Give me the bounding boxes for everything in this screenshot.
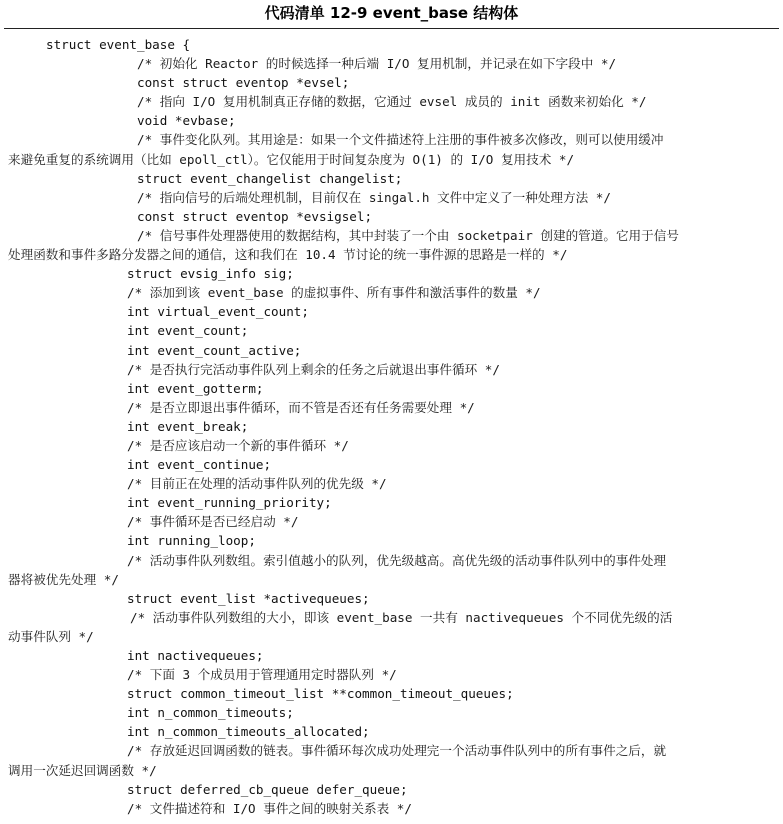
- code-line: int event_break;: [127, 418, 249, 434]
- code-line: int nactivequeues;: [127, 648, 264, 663]
- code-listing: [0, 29, 783, 818]
- code-line: struct evsig_info sig;: [127, 266, 294, 282]
- code-line: const struct eventop *evsel;: [137, 75, 350, 91]
- code-line: int n_common_timeouts;: [127, 705, 294, 721]
- code-comment: /* 目前正在处理的活动事件队列的优先级 */: [127, 476, 387, 492]
- code-line: int running_loop;: [127, 533, 256, 549]
- code-line: struct deferred_cb_queue defer_queue;: [127, 781, 408, 797]
- code-comment: /* 下面 3 个成员用于管理通用定时器队列 */: [127, 667, 397, 683]
- code-comment: /* 活动事件队列数组的大小，即该 event_base 一共有 nactivequeues 个不同优先级的活: [130, 609, 673, 625]
- code-comment: /* 指向 I/O 复用机制真正存储的数据，它通过 evsel 成员的 init 函数来初始化 */: [137, 94, 647, 110]
- code-line: const struct eventop *evsigsel;: [137, 208, 373, 224]
- code-comment: /* 是否应该启动一个新的事件循环 */: [127, 437, 349, 453]
- code-line: int event_count;: [127, 323, 249, 339]
- code-line: int virtual_event_count;: [127, 304, 309, 320]
- code-comment: /* 是否执行完活动事件队列上剩余的任务之后就退出事件循环 */: [127, 361, 500, 377]
- code-comment: /* 初始化 Reactor 的时候选择一种后端 I/O 复用机制，并记录在如下字段中 */: [137, 56, 617, 72]
- code-line: struct event_list *activequeues;: [127, 590, 370, 606]
- code-line: int event_continue;: [127, 457, 272, 473]
- code-line: int event_gotterm;: [127, 380, 264, 396]
- code-comment-continuation: 器将被优先处理 */: [8, 571, 119, 587]
- code-comment-continuation: 动事件队列 */: [8, 628, 94, 644]
- code-comment-continuation: 调用一次延迟回调函数 */: [8, 762, 157, 778]
- code-comment: /* 文件描述符和 I/O 事件之间的映射关系表 */: [127, 800, 412, 816]
- code-line: int event_count_active;: [127, 342, 302, 358]
- code-line: struct common_timeout_list **common_timeout_queues;: [127, 686, 514, 702]
- code-line: struct event_changelist changelist;: [137, 170, 403, 186]
- code-comment-continuation: 处理函数和事件多路分发器之间的通信，这和我们在 10.4 节讨论的统一事件源的思路是一样的 */: [8, 247, 568, 263]
- code-comment: /* 添加到该 event_base 的虚拟事件、所有事件和激活事件的数量 */: [127, 285, 541, 301]
- code-comment: /* 事件变化队列。其用途是：如果一个文件描述符上注册的事件被多次修改，则可以使用缓冲: [137, 132, 664, 148]
- code-line: int event_running_priority;: [127, 495, 332, 511]
- code-comment: /* 事件循环是否已经启动 */: [127, 514, 299, 530]
- code-line: struct event_base {: [46, 37, 191, 52]
- code-comment: /* 信号事件处理器使用的数据结构，其中封装了一个由 socketpair 创建的管道。它用于信号: [137, 227, 679, 243]
- code-comment: /* 是否立即退出事件循环，而不管是否还有任务需要处理 */: [127, 399, 475, 415]
- code-comment: /* 存放延迟回调函数的链表。事件循环每次成功处理完一个活动事件队列中的所有事件之后，就: [127, 743, 667, 759]
- code-line: int n_common_timeouts_allocated;: [127, 724, 370, 740]
- code-line: void *evbase;: [137, 113, 236, 129]
- code-comment: /* 指向信号的后端处理机制，目前仅在 singal.h 文件中定义了一种处理方法 */: [137, 189, 611, 205]
- listing-caption: 代码清单 12-9 event_base 结构体: [4, 0, 779, 29]
- code-comment: /* 活动事件队列数组。索引值越小的队列，优先级越高。高优先级的活动事件队列中的事件处理: [127, 552, 667, 568]
- code-comment-continuation: 来避免重复的系统调用（比如 epoll_ctl）。它仅能用于时间复杂度为 O(1) 的 I/O 复用技术 */: [8, 151, 575, 167]
